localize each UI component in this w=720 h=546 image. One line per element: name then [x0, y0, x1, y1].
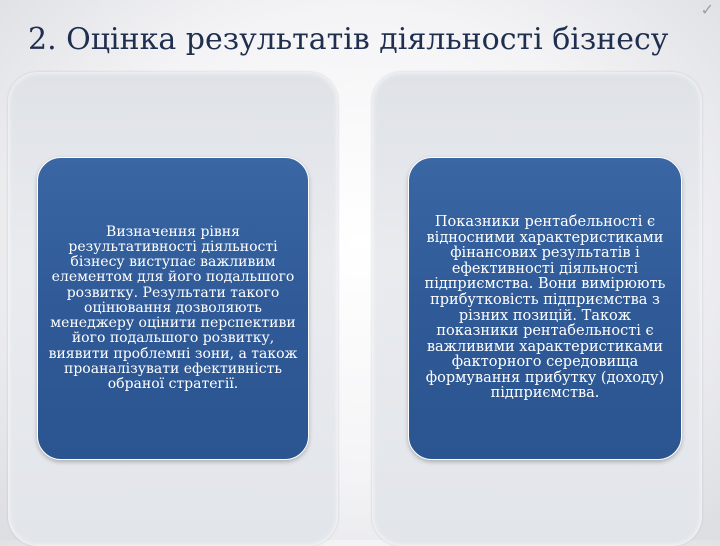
profitability-indicators-card: [408, 157, 682, 460]
business-results-card: [37, 157, 309, 460]
checkmark-icon: ✓: [700, 0, 714, 19]
profitability-indicators-text: Показники рентабельності є відносними характеристиками фінансових результатів і ефективності діяльності підприємства. Вони вимірюють прибутковість підприємства з різних позицій. Також показники рентабельності є важливими характеристиками факторного середовища формування прибутку (доходу) підприємства.: [424, 213, 666, 402]
slide-title: 2. Оцінка результатів діяльності бізнесу: [28, 22, 669, 57]
business-results-text: Визначення рівня результативності діяльності бізнесу виступає важливим елементом для його подальшого розвитку. Результати такого оцінювання дозволяють менеджеру оцінити перспективи його подальшого розвитку, виявити проблемні зони, а також проаналізувати ефективність обраної стратегії.: [48, 223, 298, 392]
